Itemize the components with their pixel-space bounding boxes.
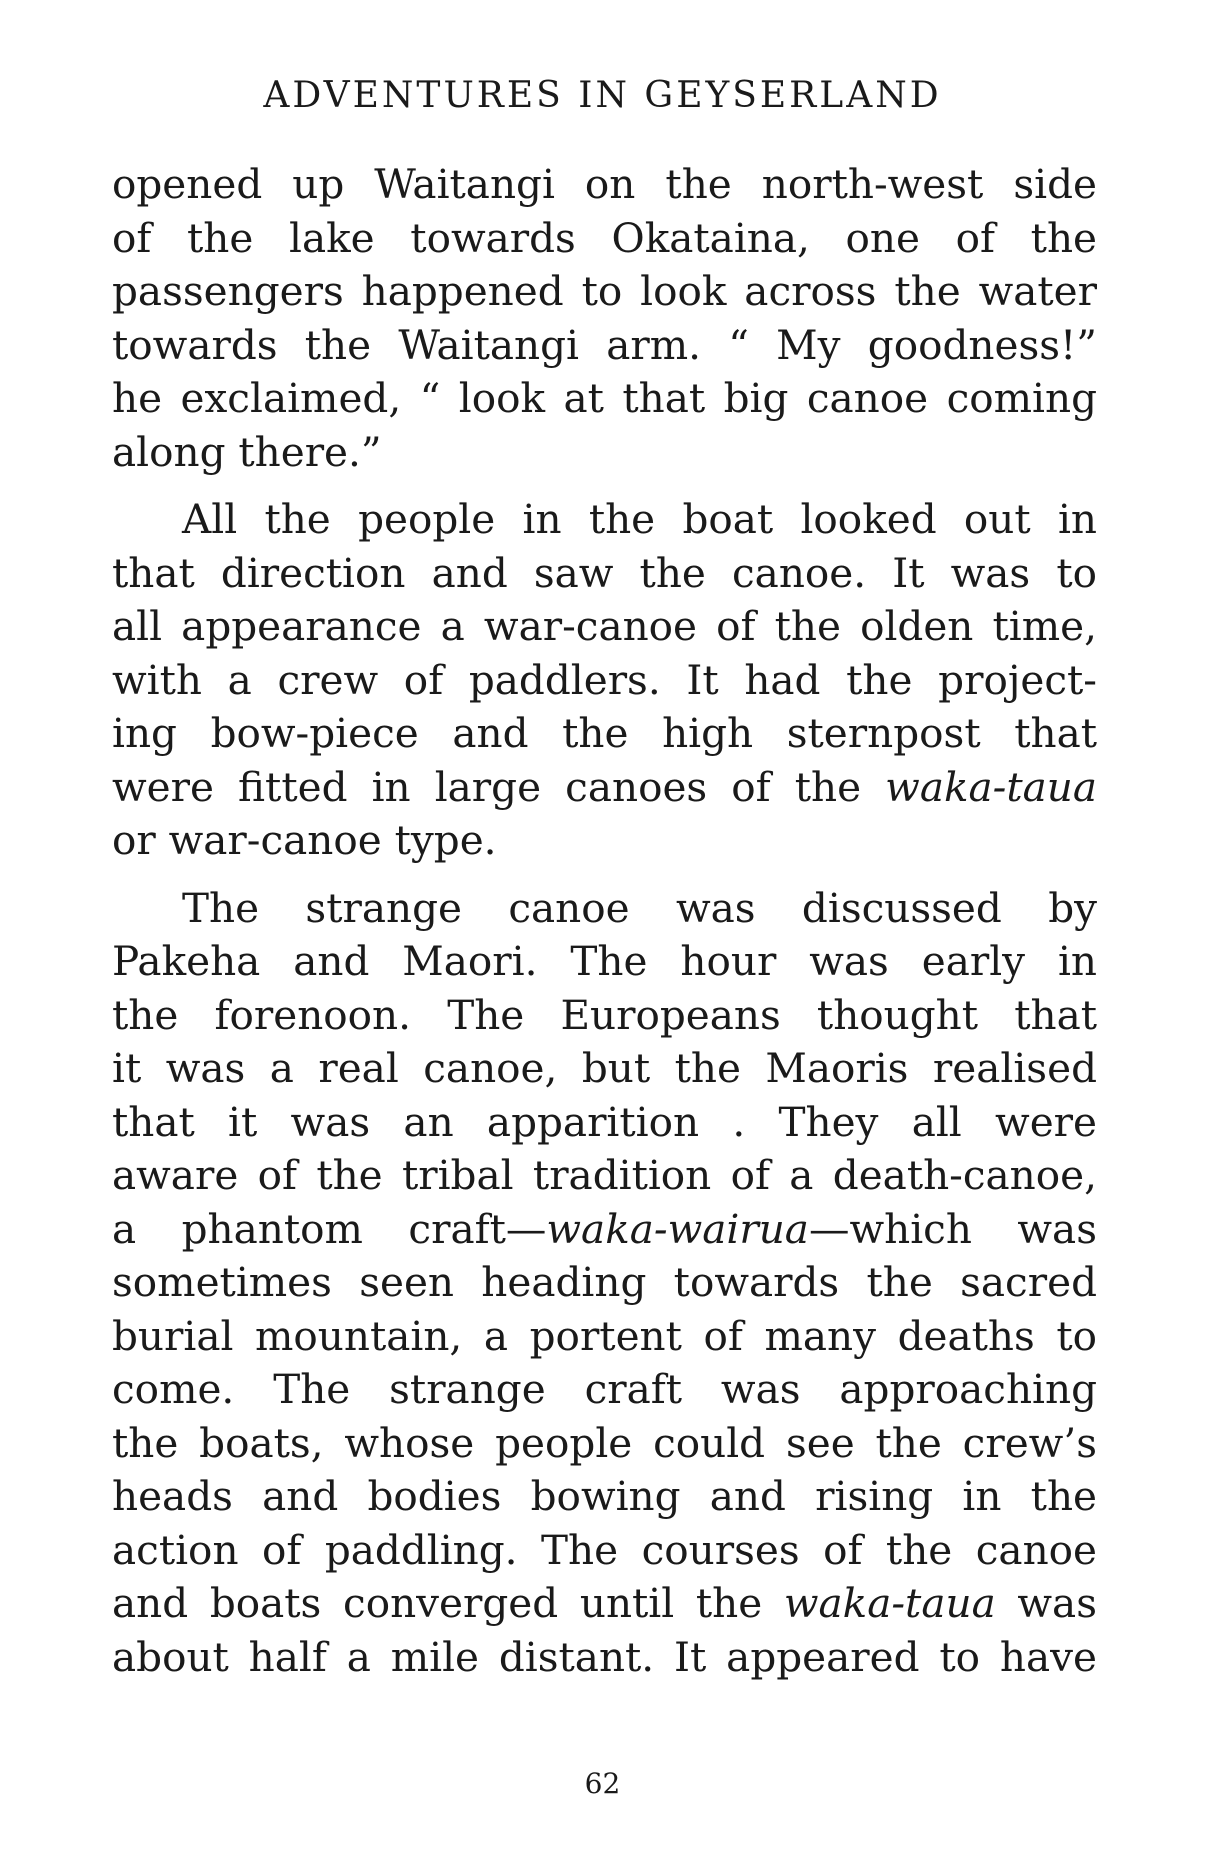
italic-term: waka-wairua: [546, 1204, 809, 1253]
text-segment: —which was: [808, 1204, 1097, 1253]
text-line: opened up Waitangi on the north-west side: [112, 160, 1097, 208]
text-line: [112, 1577, 1097, 1631]
text-line: All the people in the boat looked out in: [182, 495, 1097, 543]
text-line: ing bow-piece and the high sternpost that: [112, 709, 1097, 757]
text-line: [112, 761, 1097, 815]
text-segment: were fitted in large canoes of the: [112, 762, 886, 811]
text-line: sometimes seen heading towards the sacred: [112, 1258, 1097, 1306]
text-line: he exclaimed, “ look at that big canoe coming: [112, 374, 1097, 422]
text-segment: a phantom craft—: [112, 1204, 547, 1253]
running-head: ADVENTURES IN GEYSERLAND: [263, 75, 942, 116]
text-line: heads and bodies bowing and rising in the: [112, 1472, 1097, 1520]
text-line: aware of the tribal tradition of a death-canoe,: [112, 1151, 1097, 1199]
text-line: that it was an apparition . They all were: [112, 1097, 1097, 1146]
paragraph-2: [112, 493, 1097, 868]
text-line: that direction and saw the canoe. It was to: [112, 548, 1097, 597]
body-text: [112, 158, 1097, 1684]
text-line: about half a mile distant. It appeared to have: [112, 1632, 1097, 1681]
paragraph-1: [112, 158, 1097, 479]
text-segment: and boats converged until the: [112, 1579, 784, 1627]
italic-term: waka-taua: [783, 1579, 996, 1627]
text-line: [112, 1203, 1097, 1257]
text-line: or war-canoe type.: [112, 816, 497, 864]
paragraph-3: [112, 882, 1097, 1685]
text-line: with a crew of paddlers. It had the project-: [112, 655, 1097, 704]
text-line: the boats, whose people could see the crew’s: [112, 1418, 1097, 1467]
text-line: towards the Waitangi arm. “ My goodness!”: [112, 320, 1097, 369]
text-line: it was a real canoe, but the Maoris realised: [112, 1044, 1097, 1092]
text-line: The strange canoe was discussed by: [182, 883, 1097, 932]
text-line: of the lake towards Okataina, one of the: [112, 213, 1097, 262]
text-line: along there.”: [112, 427, 382, 476]
italic-term: waka-taua: [885, 762, 1097, 811]
text-line: passengers happened to look across the water: [112, 267, 1097, 315]
text-line: action of paddling. The courses of the canoe: [112, 1525, 1097, 1574]
text-segment: was: [995, 1579, 1097, 1627]
text-line: Pakeha and Maori. The hour was early in: [112, 937, 1097, 985]
page-number: 62: [584, 1767, 621, 1800]
text-line: come. The strange craft was approaching: [112, 1365, 1097, 1413]
text-line: all appearance a war-canoe of the olden time,: [112, 602, 1097, 650]
text-line: burial mountain, a portent of many deaths to: [112, 1311, 1097, 1360]
text-line: the forenoon. The Europeans thought that: [112, 990, 1097, 1039]
